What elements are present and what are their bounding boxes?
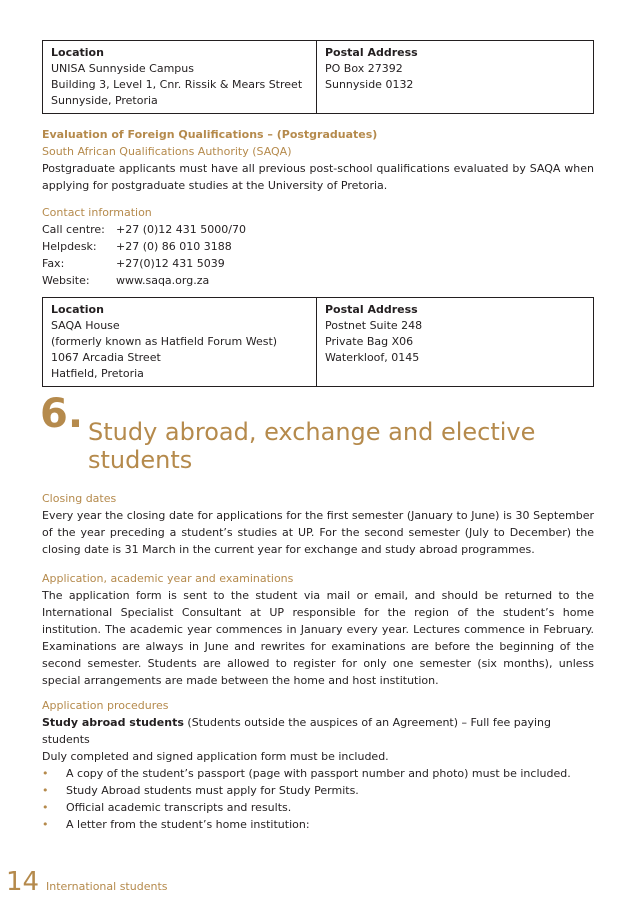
list-item: [42, 782, 594, 799]
contact-row-helpdesk: [42, 238, 594, 255]
postal-heading: Postal Address: [325, 46, 418, 59]
contact-value: +27(0)12 431 5039: [116, 257, 225, 270]
evaluation-heading: Evaluation of Foreign Qualifications – (Postgraduates): [42, 128, 378, 141]
address-line: (formerly known as Hatfield Forum West): [51, 335, 278, 348]
contact-row-website: [42, 272, 594, 289]
bullet-icon: •: [42, 801, 49, 814]
location-cell: [43, 298, 317, 387]
location-heading: Location: [51, 303, 104, 316]
page-number: 14: [6, 867, 40, 897]
postal-line: PO Box 27392: [325, 62, 403, 75]
contact-label: Helpdesk:: [42, 240, 97, 253]
contact-heading: Contact information: [42, 206, 152, 219]
list-item-text: A copy of the student’s passport (page with passport number and photo) must be included.: [66, 767, 571, 780]
contact-section: [42, 204, 594, 289]
address-line: Hatfield, Pretoria: [51, 367, 144, 380]
location-cell: [43, 41, 317, 114]
section-number: 6.: [40, 391, 84, 437]
procedures-section: [42, 697, 594, 833]
unisa-address-table: [42, 40, 594, 114]
procedures-heading: Application procedures: [42, 699, 169, 712]
section-title: Study abroad, exchange and elective students: [88, 418, 536, 474]
saqa-address-table: [42, 297, 594, 387]
list-item-text: Study Abroad students must apply for Study Permits.: [66, 784, 359, 797]
list-item: [42, 799, 594, 816]
contact-value: +27 (0)12 431 5000/70: [116, 223, 246, 236]
list-item-text: A letter from the student’s home institution:: [66, 818, 310, 831]
location-heading: Location: [51, 46, 104, 59]
contact-row-fax: [42, 255, 594, 272]
study-abroad-label: Study abroad students: [42, 716, 184, 729]
list-item: [42, 816, 594, 833]
website-link[interactable]: www.saqa.org.za: [116, 274, 210, 287]
bullet-icon: •: [42, 818, 49, 831]
address-line: 1067 Arcadia Street: [51, 351, 161, 364]
procedures-lead: [42, 714, 594, 748]
application-body: The application form is sent to the student via mail or email, and should be returned to the International Specialist Consultant at UP responsible for the region of the student’s home institution. The academic year commences in January every year. Lectures commence in February. Examinations are always in June and rewrites for examinations are before the beginning of the second semester. Students are allowed to register for only one semester (six months), unless special arrangements are made between the home and host institution.: [42, 589, 594, 687]
postal-line: Private Bag X06: [325, 335, 414, 348]
application-section: [42, 570, 594, 689]
address-line: Sunnyside, Pretoria: [51, 94, 158, 107]
postal-cell: [317, 298, 594, 387]
contact-value: +27 (0) 86 010 3188: [116, 240, 232, 253]
closing-dates-section: [42, 490, 594, 558]
closing-body: Every year the closing date for applications for the first semester (January to June) is 30 September of the year preceding a student’s studies at UP. For the second semester (July to December) the closing date is 31 March in the current year for exchange and study abroad programmes.: [42, 509, 594, 556]
address-line: Building 3, Level 1, Cnr. Rissik & Mears Street: [51, 78, 303, 91]
list-item: [42, 765, 594, 782]
bullet-icon: •: [42, 784, 49, 797]
evaluation-section: [42, 126, 594, 194]
evaluation-body: Postgraduate applicants must have all previous post-school qualifications evaluated by SAQA when applying for postgraduate studies at the University of Pretoria.: [42, 162, 594, 192]
saqa-authority: South African Qualifications Authority (SAQA): [42, 145, 292, 158]
study-abroad-desc: (Students outside the auspices of an Agreement) – Full fee paying students: [42, 716, 551, 746]
list-item-text: Official academic transcripts and results.: [66, 801, 292, 814]
footer-label: International students: [46, 880, 168, 893]
contact-row-callcentre: [42, 221, 594, 238]
postal-line: Sunnyside 0132: [325, 78, 414, 91]
postal-line: Postnet Suite 248: [325, 319, 423, 332]
contact-label: Website:: [42, 274, 90, 287]
address-line: SAQA House: [51, 319, 120, 332]
contact-label: Call centre:: [42, 223, 105, 236]
postal-cell: [317, 41, 594, 114]
postal-heading: Postal Address: [325, 303, 418, 316]
closing-heading: Closing dates: [42, 492, 117, 505]
bullet-icon: •: [42, 767, 49, 780]
address-line: UNISA Sunnyside Campus: [51, 62, 194, 75]
contact-label: Fax:: [42, 257, 65, 270]
procedures-line: Duly completed and signed application form must be included.: [42, 750, 389, 763]
application-heading: Application, academic year and examinations: [42, 572, 294, 585]
postal-line: Waterkloof, 0145: [325, 351, 420, 364]
